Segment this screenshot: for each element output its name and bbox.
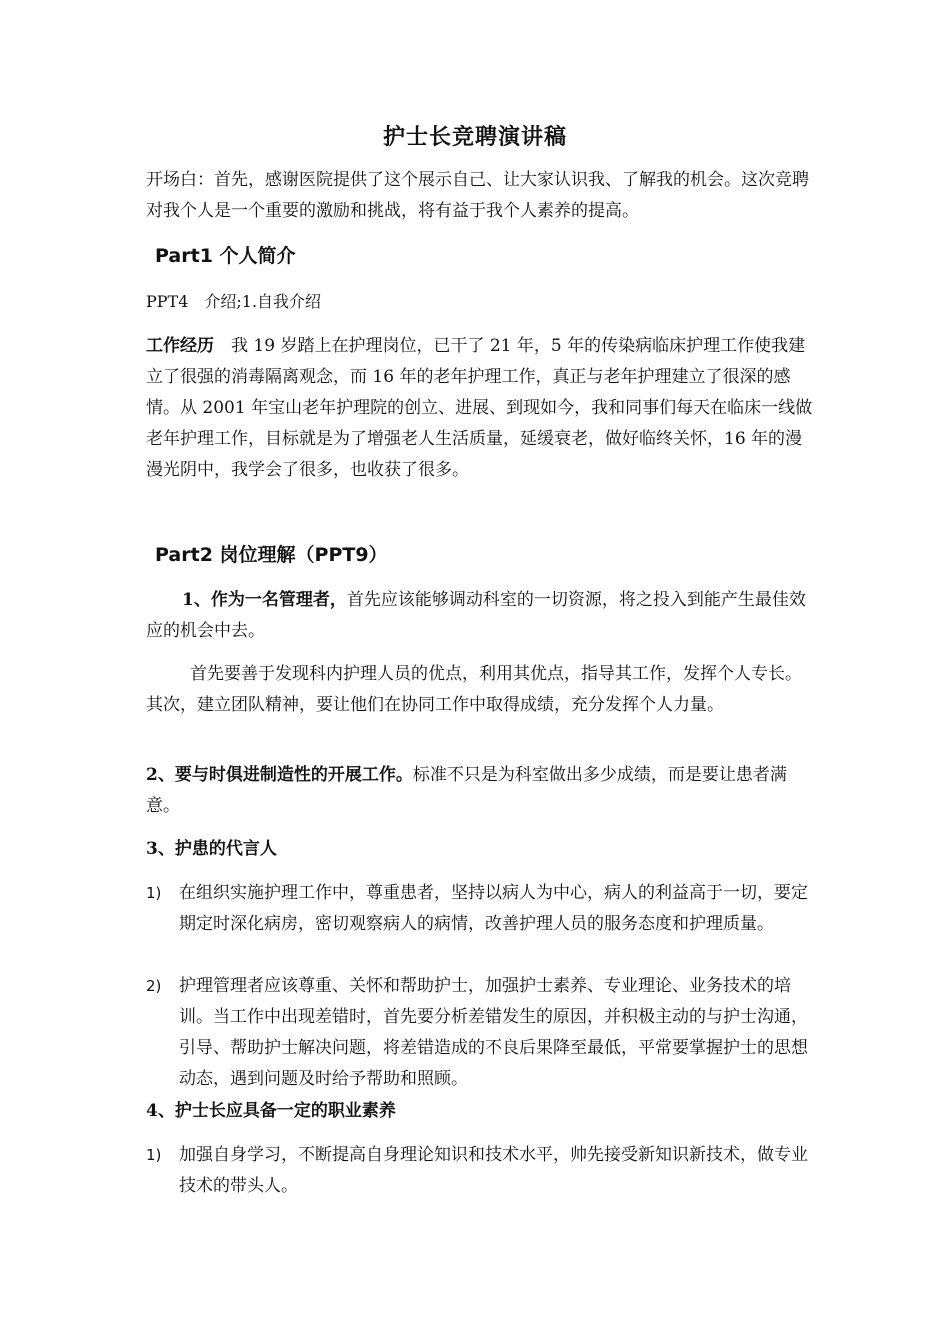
list-number: 1) bbox=[146, 1146, 162, 1164]
item1-label: 1、作为一名管理者， bbox=[182, 590, 347, 610]
item1-paragraph bbox=[146, 585, 816, 647]
work-experience-label: 工作经历 bbox=[146, 336, 214, 356]
item2-label: 2、要与时俱进制造性的开展工作。 bbox=[146, 765, 413, 785]
list-number: 1) bbox=[146, 884, 162, 902]
item1-detail-paragraph: 首先要善于发现科内护理人员的优点，利用其优点，指导其工作，发挥个人专长。其次，建立团队精神，要让他们在协同工作中取得成绩，充分发挥个人力量。 bbox=[146, 664, 802, 715]
list-item bbox=[146, 971, 816, 1095]
item4-heading: 4、护士长应具备一定的职业素养 bbox=[146, 1101, 396, 1121]
list-text: 护理管理者应该尊重、关怀和帮助护士，加强护士素养、专业理论、业务技术的培训。当工作中出现差错时，首先要分析差错发生的原因，并积极主动的与护士沟通，引导、帮助护士解决问题，将差错造成的不良后果降至最低，平常要掌握护士的思想动态，遇到问题及时给予帮助和照顾。 bbox=[179, 976, 808, 1089]
list-text: 在组织实施护理工作中，尊重患者，坚持以病人为中心，病人的利益高于一切，要定期定时深化病房，密切观察病人的病情，改善护理人员的服务态度和护理质量。 bbox=[179, 883, 808, 934]
part2-heading: Part2 岗位理解（PPT9） bbox=[155, 544, 388, 566]
item2-text: 标准不只是为科室做出多少成绩，而是要让患者满意。 bbox=[146, 765, 787, 816]
list-item bbox=[146, 1140, 816, 1202]
work-experience-text: 我 19 岁踏上在护理岗位，已干了 21 年，5 年的传染病临床护理工作使我建立了很强的消毒隔离观念，而 16 年的老年护理工作，真正与老年护理建立了很深的感情。从 2001 年宝山老年护理院的创立、进展、到现如今，我和同事们每天在临床一线做老年护理工作，目标就是为了增强老人生活质量，延缓衰老，做好临终关怀，16 年的漫漫光阴中，我学会了很多，也收获了很多。 bbox=[146, 336, 813, 480]
list-number: 2) bbox=[146, 977, 162, 995]
item3-heading: 3、护患的代言人 bbox=[146, 839, 277, 859]
list-text: 加强自身学习，不断提高自身理论知识和技术水平，帅先接受新知识新技术，做专业技术的带头人。 bbox=[179, 1145, 808, 1196]
item1-text: 首先应该能够调动科室的一切资源，将之投入到能产生最佳效应的机会中去。 bbox=[146, 590, 806, 641]
item2-paragraph bbox=[146, 760, 816, 822]
document-title: 护士长竞聘演讲稿 bbox=[382, 124, 567, 150]
part1-heading: Part1 个人简介 bbox=[155, 245, 296, 267]
opening-paragraph: 开场白：首先，感谢医院提供了这个展示自己、让大家认识我、了解我的机会。这次竞聘对我个人是一个重要的激励和挑战，将有益于我个人素养的提高。 bbox=[146, 170, 809, 221]
work-experience-paragraph bbox=[146, 331, 816, 486]
ppt-line: PPT4 介绍;1.自我介绍 bbox=[146, 292, 322, 311]
list-item bbox=[146, 878, 816, 940]
